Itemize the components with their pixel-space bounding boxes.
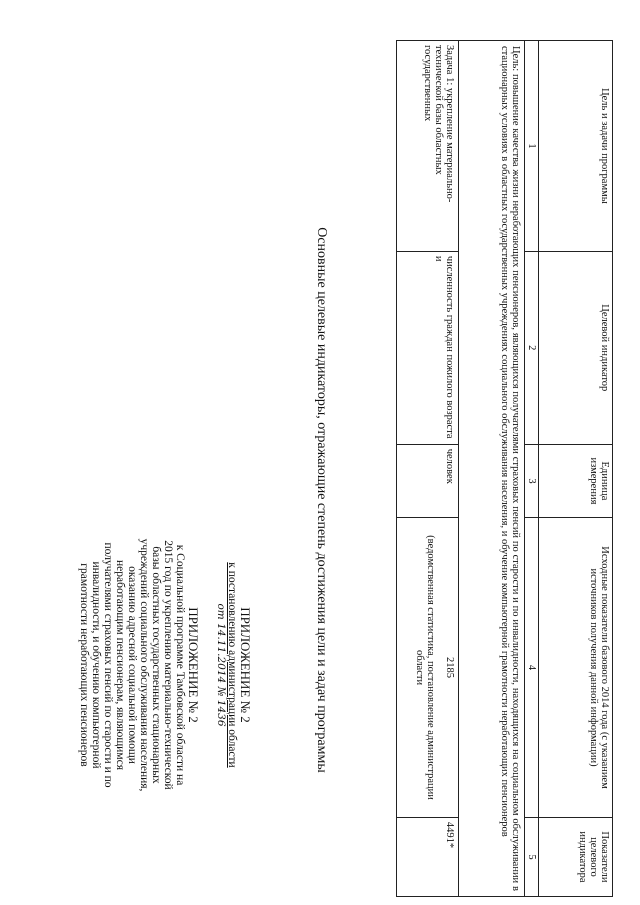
appendix-2-line: получателями страховых пенсий по старости и по [101,542,114,788]
base-source: (ведомственная статистика, постановление администрации области [413,535,436,800]
appendix-title-1 [215,455,252,875]
table-header-row [539,41,613,897]
appendix-2-line: инвалидности, и обучению компьютерной [89,561,102,769]
appendix-2-line: 2015 год по укреплению материально-технической [162,540,175,790]
appendix-1-heading: ПРИЛОЖЕНИЕ № 2 [238,607,253,723]
appendix-2-heading: ПРИЛОЖЕНИЕ № 2 [186,607,201,723]
header-goal-tasks: Цель и задачи программы [539,41,613,252]
appendix-2-line: грамотности неработающих пенсионеров [77,563,90,767]
base-value: 2185 [443,657,455,679]
task-cell: Задача 1: укрепление материально-технической базы областных государственных [396,41,458,252]
appendix-2-line: учреждений социального обслуживания населения, [138,538,151,792]
document-title: Основные целевые индикаторы, отражающие степень достижения цели и задач программы [314,227,329,773]
column-number-row [524,41,538,897]
decree-reference: от 14.11.2014 № 1436 [215,603,228,727]
column-number: 3 [524,444,538,518]
unit-cell: человек [396,444,458,518]
indicators-table [396,40,613,897]
base-value-cell [396,518,458,818]
appendix-2-line: оказанию адресной социальной помощи [126,566,139,764]
header-target-values: Показатели целевого индикатора [539,817,613,896]
header-indicator: Целевой индикатор [539,251,613,444]
column-number: 1 [524,41,538,252]
goal-text: Цель: повышение качества жизни неработающих пенсионеров, являющихся получателями страховых пенсий по старости и по инвалидности, находящихся на социальном обслуживании в стационарных условиях в областных государственных учреждениях социального обслуживания населения, и обучение компьютерной грамотности неработающих пенсионеров [458,41,524,897]
goal-row [458,41,524,897]
decree-line: к постановлению администрации области [226,562,239,768]
header-unit: Единица измерения [539,444,613,518]
target-value-cell: 4491* [396,817,458,896]
appendix-2-line: неработающим пенсионерам, являющимся [114,559,127,770]
indicator-cell: численность граждан пожилого возраста и [396,251,458,444]
header-base-values: Исходные показатели базового 2014 года (с указанием источников получения данной информации) [539,518,613,818]
column-number: 5 [524,817,538,896]
appendix-2-line: базы областных государственных стационарных [150,546,163,784]
column-number: 2 [524,251,538,444]
appendix-title-2 [78,455,200,875]
column-number: 4 [524,518,538,818]
table-row [396,41,458,897]
appendix-2-line: к Социальной программе Тамбовской области на [174,544,187,786]
